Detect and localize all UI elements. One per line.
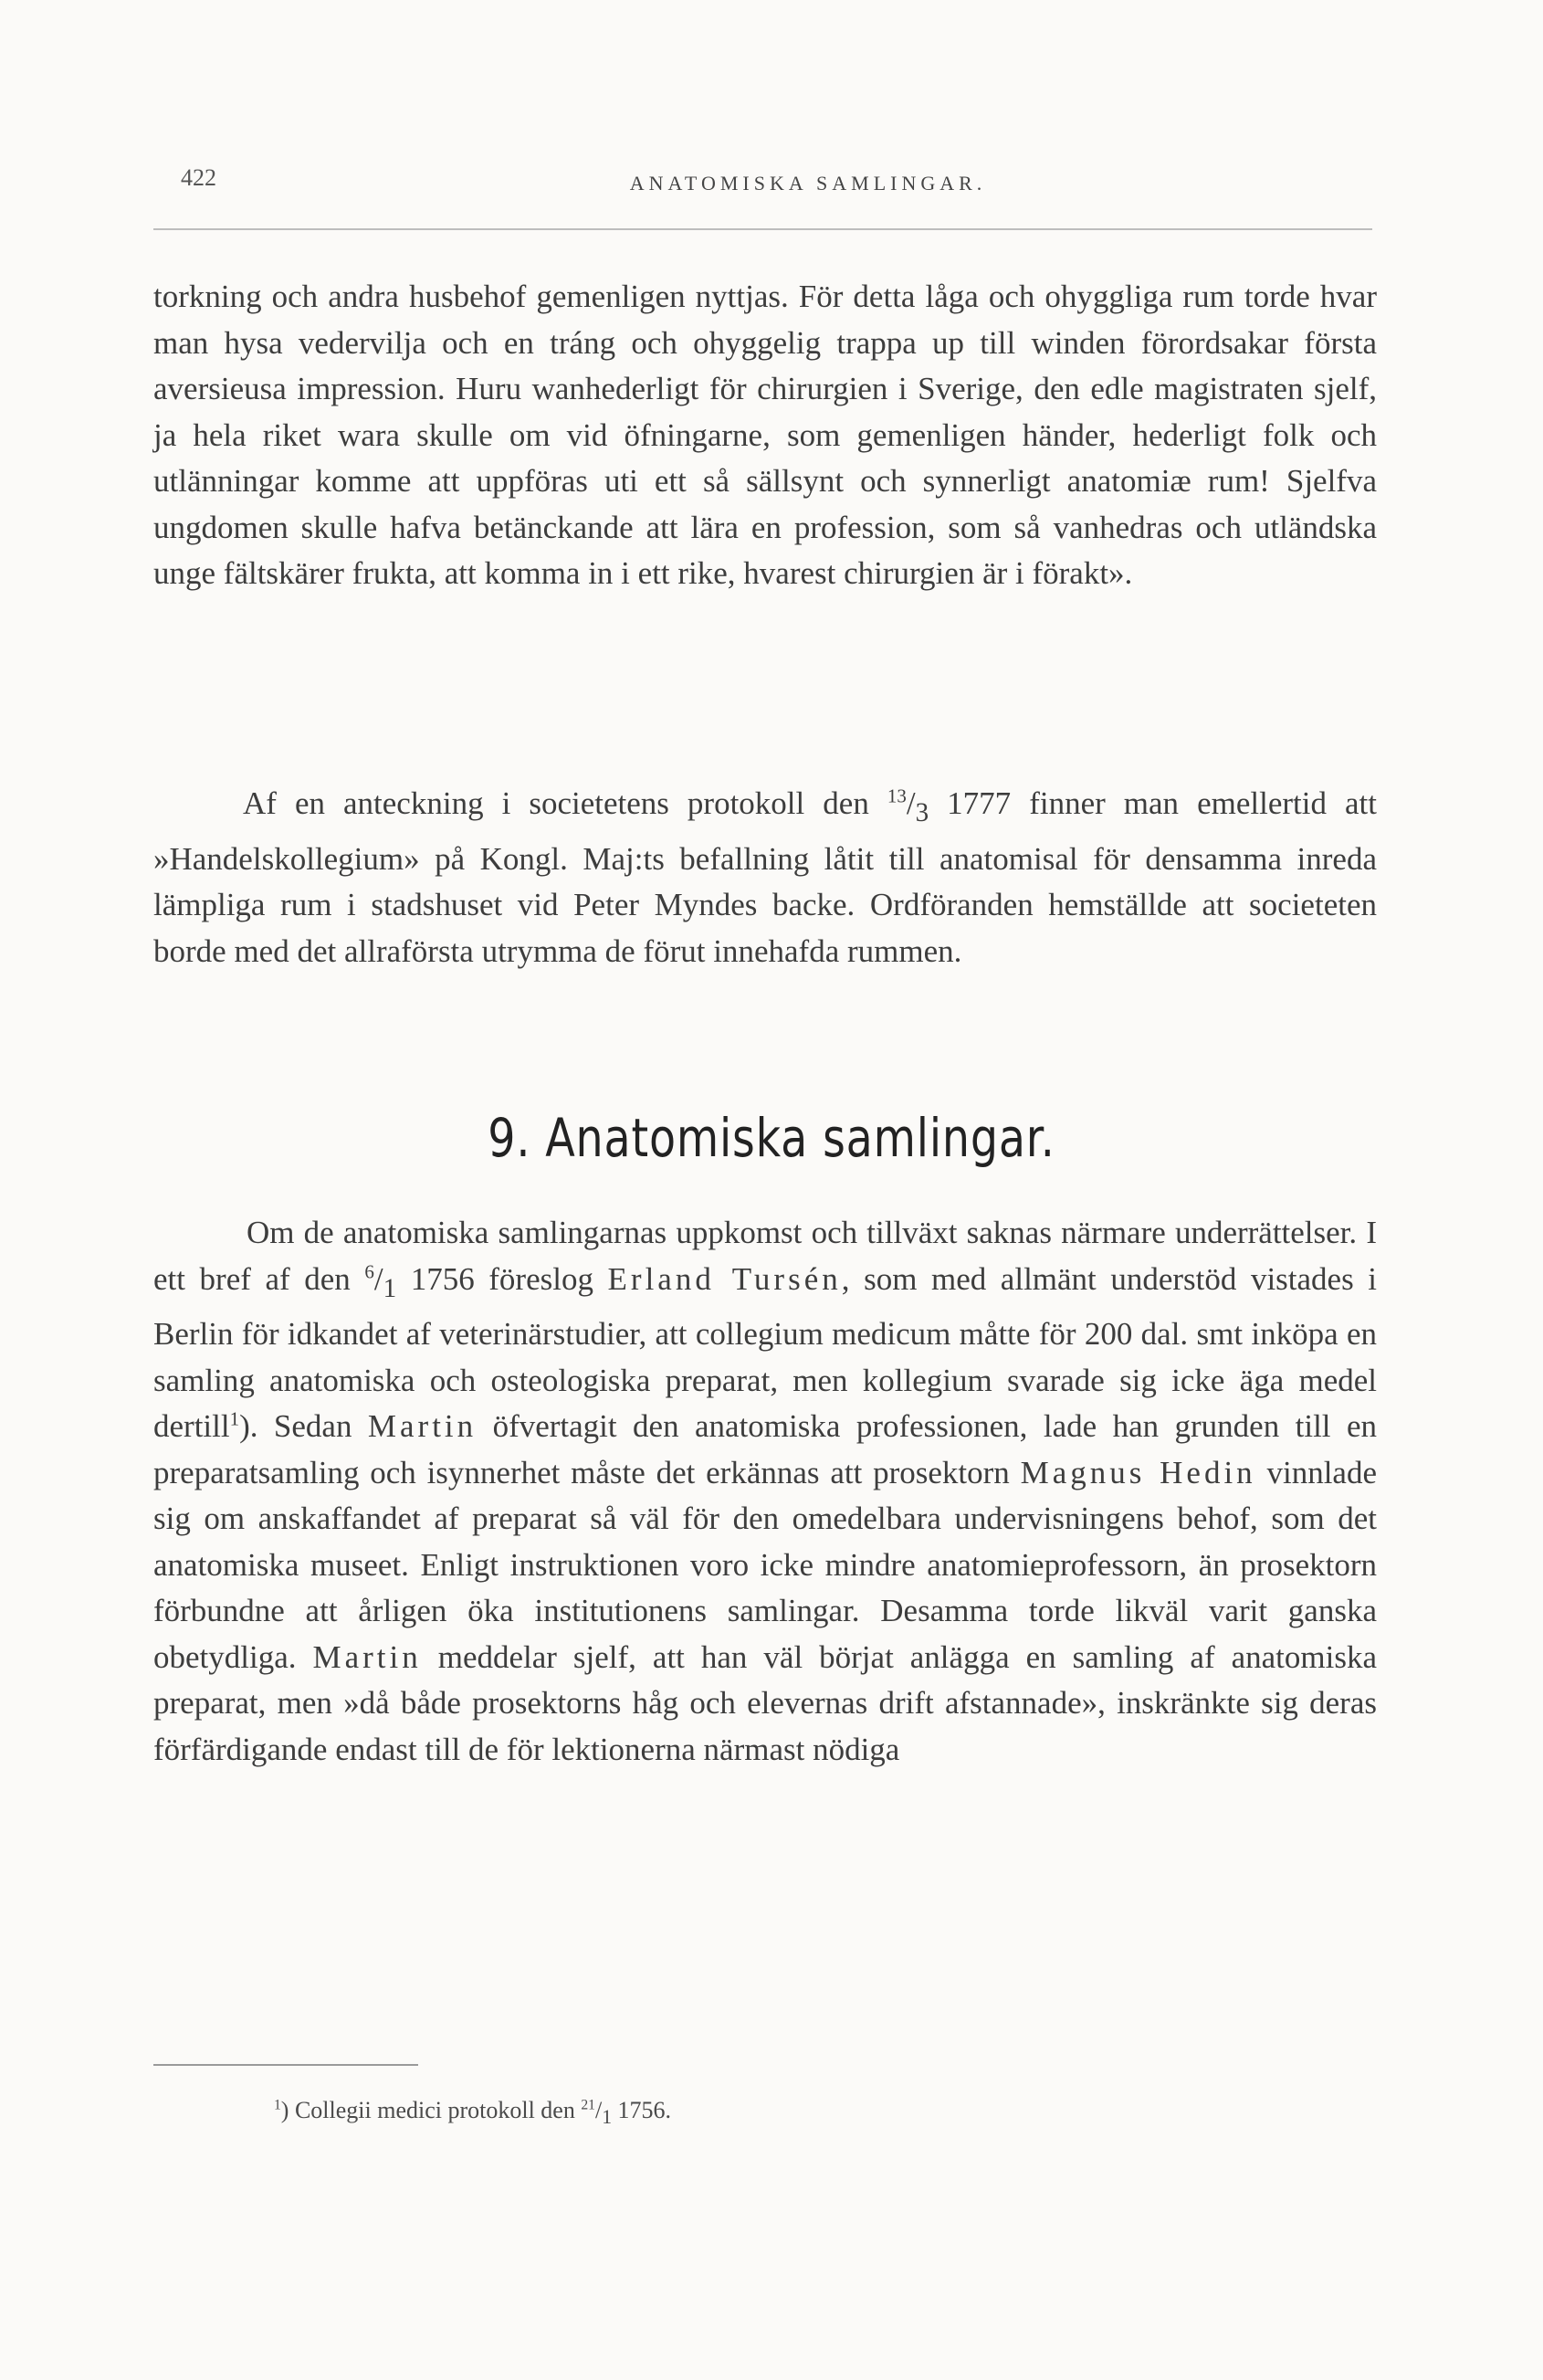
- para3-fraction-numerator: 6: [364, 1259, 374, 1282]
- footnote-fraction-numerator: 21: [581, 2097, 595, 2113]
- footnote-text-b: 1756.: [612, 2097, 672, 2123]
- para3-text-a: Om de anatomiska samlingarnas uppkomst och tillväxt saknas närmare underrättelser. I ett bref af den: [153, 1215, 1377, 1297]
- para3-text-g: meddelar sjelf, att han väl börjat anlägga en samling af anatomiska preparat, men »då både prosektorns håg och elevernas drift afstannade», inskränkte sig deras förfärdigande endast till de för lektionerna närmast nödiga: [153, 1638, 1377, 1767]
- para2-text-b: 1777 finner man emellertid att »Handelskollegium» på Kongl. Maj:ts befallning låtit till anatomisal för densamma inreda lämpliga rum i stadshuset vid Peter Myndes backe. Ordföranden hemställde att societeten borde med det allraförsta utrymma de förut innehafda rummen.: [153, 785, 1377, 969]
- para2-fraction-denominator: 3: [915, 798, 929, 827]
- page-number: 422: [181, 164, 216, 191]
- footnote-marker: 1: [274, 2097, 281, 2113]
- footnote-text-a: ) Collegii medici protokoll den: [280, 2097, 582, 2123]
- para3-fraction-denominator: 1: [383, 1273, 397, 1303]
- footnote-reference: 1: [229, 1407, 240, 1430]
- name-martin: Martin: [367, 1408, 478, 1444]
- name-martin-2: Martin: [312, 1638, 422, 1675]
- para2-fraction-numerator: 13: [887, 785, 907, 807]
- para2-text-a: Af en anteckning i societetens protokoll den: [243, 785, 887, 821]
- footnote-fraction-denominator: 1: [602, 2106, 613, 2129]
- para3-text-b: 1756 föreslog: [396, 1260, 608, 1297]
- para3-text-f: vinnlade sig om anskaffandet af preparat så väl för den omedelbara undervisningens behof, som det anatomiska museet. Enligt instruktionen voro icke mindre anatomieprofessorn, än prosektorn förbundne att årligen öka institutionens samlingar. Desamma torde likväl varit ganska obetydliga.: [153, 1454, 1377, 1675]
- para3-text-c: , som med allmänt understöd vistades i Berlin för idkandet af veterinärstudier, att collegium medicum måtte för 200 dal. smt inköpa en samling anatomiska och osteologiska preparat, men kollegium svarade sig icke äga medel dertill: [153, 1260, 1377, 1444]
- footnote: $^1$) Collegii medici protokoll den $^{21}/_1$ 1756.: [274, 2097, 672, 2129]
- paragraph-2: Af en anteckning i societetens protokoll den $^{13}/_3$ 1777 finner man emellertid att »Handelskollegium» på Kongl. Maj:ts befallning låtit till anatomisal för densamma inreda lämpliga rum i stadshuset vid Peter Myndes backe. Ordföranden hemställde att societeten borde med det allraförsta utrymma de förut innehafda rummen.: [153, 785, 1377, 969]
- header-rule: [153, 228, 1372, 230]
- paragraph-3: Om de anatomiska samlingarnas uppkomst och tillväxt saknas närmare underrättelser. I ett bref af den $^6/_1$ 1756 föreslog Erland Tursén, som med allmänt understöd vistades i Berlin för idkandet af veterinärstudier, att collegium medicum måtte för 200 dal. smt inköpa en samling anatomiska och osteologiska preparat, men kollegium svarade sig icke äga medel dertill$^1$). Sedan Martin öfvertagit den anatomiska professionen, lade han grunden till en preparatsamling och isynnerhet måste det erkännas att prosektorn Magnus Hedin vinnlade sig om anskaffandet af preparat så väl för den omedelbara undervisningens behof, som det anatomiska museet. Enligt instruktionen voro icke mindre anatomieprofessorn, än prosektorn förbundne att årligen öka institutionens samlingar. Desamma torde likväl varit ganska obetydliga. Martin meddelar sjelf, att han väl börjat anlägga en samling af anatomiska preparat, men »då både prosektorns håg och elevernas drift afstannade», inskränkte sig deras förfärdigande endast till de för lektionerna närmast nödiga: [153, 1215, 1377, 1767]
- name-magnus-hedin: Magnus Hedin: [1020, 1454, 1256, 1490]
- para3-text-d: ). Sedan: [239, 1408, 368, 1444]
- para3-text-e: öfvertagit den anatomiska professionen, lade han grunden till en preparatsamling och isynnerhet måste det erkännas att prosektorn: [153, 1408, 1377, 1490]
- section-heading: 9. Anatomiska samlingar.: [488, 1107, 1055, 1169]
- paragraph-1: torkning och andra husbehof gemenligen nyttjas. För detta låga och ohyggliga rum torde hvar man hysa vedervilja och en tráng och ohyggelig trappa up till winden förordsakar första aversieusa impression. Huru wanhederligt för chirurgien i Sverige, den edle magistraten sjelf, ja hela riket wara skulle om vid öfningarne, som gemenligen händer, hederligt folk och utlänningar komme att uppföras uti ett så sällsynt och synnerligt anatomiæ rum! Sjelfva ungdomen skulle hafva betänckande att lära en profession, som så vanhedras och utländska unge fältskärer frukta, att komma in i ett rike, hvarest chirurgien är i förakt».: [153, 279, 1377, 591]
- footnote-rule: [153, 2064, 418, 2066]
- running-head: ANATOMISKA SAMLINGAR.: [629, 172, 987, 195]
- name-erland-tursen: Erland Tursén: [607, 1260, 842, 1297]
